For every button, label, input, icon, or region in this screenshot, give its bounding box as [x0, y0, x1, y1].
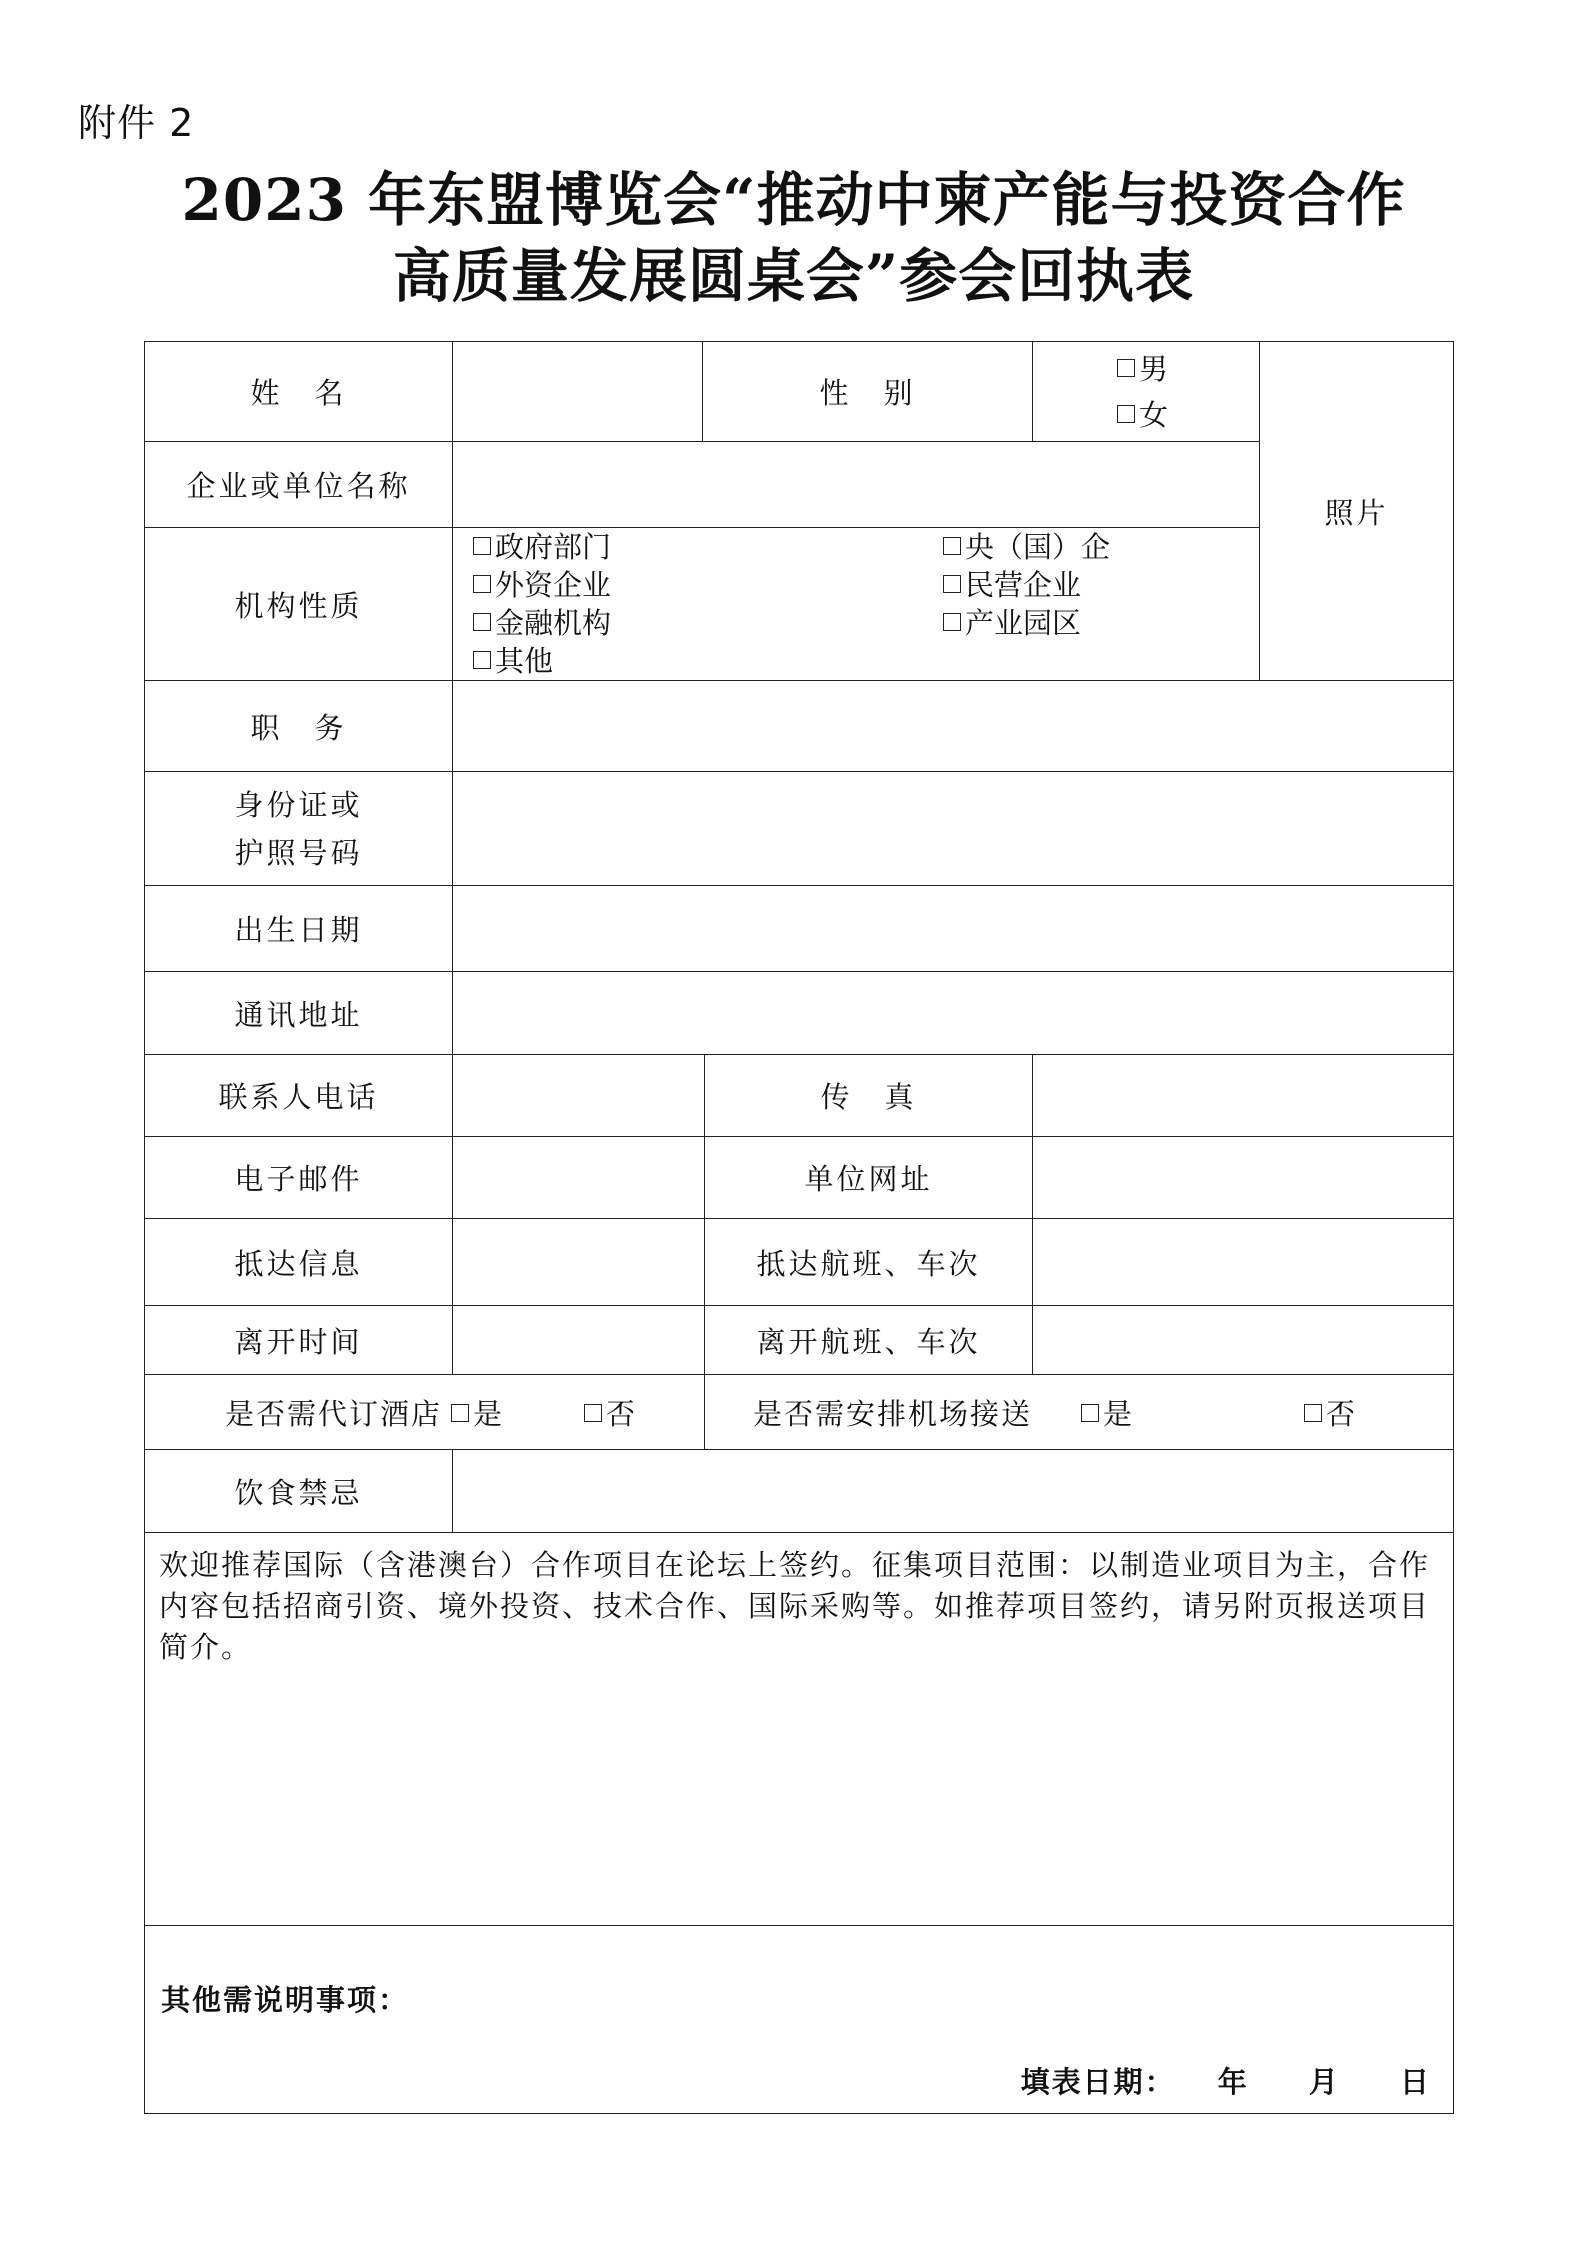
airport-yes-option[interactable]: 是	[1081, 1392, 1134, 1433]
fill-date	[1021, 2060, 1431, 2101]
org-type-label: 机构性质	[145, 528, 453, 681]
arrival-info-field[interactable]	[453, 1219, 705, 1306]
position-field[interactable]	[453, 681, 1454, 772]
gender-options	[1033, 342, 1260, 442]
checkbox-icon[interactable]	[1117, 359, 1135, 377]
depart-flight-field[interactable]	[1033, 1306, 1454, 1375]
gender-female-option[interactable]: 女	[1117, 392, 1259, 438]
org-option-soe[interactable]: 央（国）企	[943, 528, 1110, 566]
checkbox-icon[interactable]	[473, 613, 491, 631]
photo-box[interactable]: 照片	[1260, 342, 1454, 681]
fill-date-month: 月	[1308, 2065, 1340, 2099]
hotel-no-option[interactable]: 否	[584, 1392, 637, 1433]
company-label: 企业或单位名称	[145, 442, 453, 528]
arrival-info-label: 抵达信息	[145, 1219, 453, 1306]
company-field[interactable]	[453, 442, 1260, 528]
fax-label: 传 真	[705, 1055, 1033, 1137]
id-field[interactable]	[453, 772, 1454, 886]
org-type-options	[453, 528, 1260, 681]
birth-label: 出生日期	[145, 886, 453, 972]
org-option-finance[interactable]: 金融机构	[473, 604, 943, 642]
website-label: 单位网址	[705, 1137, 1033, 1219]
airport-no-option[interactable]: 否	[1304, 1392, 1357, 1433]
org-option-foreign[interactable]: 外资企业	[473, 566, 943, 604]
org-option-private[interactable]: 民营企业	[943, 566, 1110, 604]
checkbox-icon[interactable]	[584, 1404, 602, 1422]
attachment-label: 附件 2	[78, 101, 195, 145]
depart-flight-label: 离开航班、车次	[705, 1306, 1033, 1375]
org-option-other[interactable]: 其他	[473, 642, 943, 680]
address-field[interactable]	[453, 972, 1454, 1055]
hotel-yes-option[interactable]: 是	[451, 1392, 504, 1433]
form-title-line2: 高质量发展圆桌会”参会回执表	[392, 242, 1195, 310]
other-notes-cell[interactable]	[145, 1926, 1454, 2114]
fax-field[interactable]	[1033, 1055, 1454, 1137]
arrival-flight-field[interactable]	[1033, 1219, 1454, 1306]
checkbox-icon[interactable]	[1081, 1404, 1099, 1422]
checkbox-icon[interactable]	[473, 575, 491, 593]
checkbox-icon[interactable]	[943, 537, 961, 555]
position-label: 职 务	[145, 681, 453, 772]
org-option-industrial-park[interactable]: 产业园区	[943, 604, 1110, 642]
airport-row	[705, 1375, 1454, 1450]
email-label: 电子邮件	[145, 1137, 453, 1219]
name-field[interactable]	[453, 342, 703, 442]
gender-male-option[interactable]: 男	[1117, 346, 1259, 392]
diet-field[interactable]	[453, 1450, 1454, 1533]
form-title-line1: 2023 年东盟博览会“推动中柬产能与投资合作	[181, 166, 1406, 234]
hotel-row	[145, 1375, 705, 1450]
email-field[interactable]	[453, 1137, 705, 1219]
website-field[interactable]	[1033, 1137, 1454, 1219]
phone-field[interactable]	[453, 1055, 705, 1137]
depart-time-field[interactable]	[453, 1306, 705, 1375]
arrival-flight-label: 抵达航班、车次	[705, 1219, 1033, 1306]
checkbox-icon[interactable]	[1304, 1404, 1322, 1422]
gender-label: 性 别	[703, 342, 1033, 442]
fill-date-day: 日	[1400, 2065, 1432, 2099]
address-label: 通讯地址	[145, 972, 453, 1055]
hotel-label: 是否需代订酒店	[225, 1396, 443, 1431]
id-label: 身份证或 护照号码	[145, 772, 453, 886]
airport-label: 是否需安排机场接送	[753, 1396, 1033, 1431]
checkbox-icon[interactable]	[473, 537, 491, 555]
fill-date-label: 填表日期：	[1020, 2065, 1176, 2099]
depart-time-label: 离开时间	[145, 1306, 453, 1375]
name-label: 姓 名	[145, 342, 453, 442]
diet-label: 饮食禁忌	[145, 1450, 453, 1533]
phone-label: 联系人电话	[145, 1055, 453, 1137]
registration-form	[144, 341, 1454, 2114]
recommend-note-text: 欢迎推荐国际（含港澳台）合作项目在论坛上签约。征集项目范围：以制造业项目为主，合作内容包括招商引资、境外投资、技术合作、国际采购等。如推荐项目签约，请另附页报送项目简介。	[159, 1548, 1431, 1664]
checkbox-icon[interactable]	[943, 575, 961, 593]
checkbox-icon[interactable]	[451, 1404, 469, 1422]
other-notes-label: 其他需说明事项：	[161, 1983, 410, 2017]
fill-date-year: 年	[1217, 2065, 1249, 2099]
checkbox-icon[interactable]	[943, 613, 961, 631]
birth-field[interactable]	[453, 886, 1454, 972]
org-option-government[interactable]: 政府部门	[473, 528, 943, 566]
checkbox-icon[interactable]	[1117, 405, 1135, 423]
checkbox-icon[interactable]	[473, 651, 491, 669]
recommend-note-cell[interactable]	[145, 1533, 1454, 1926]
